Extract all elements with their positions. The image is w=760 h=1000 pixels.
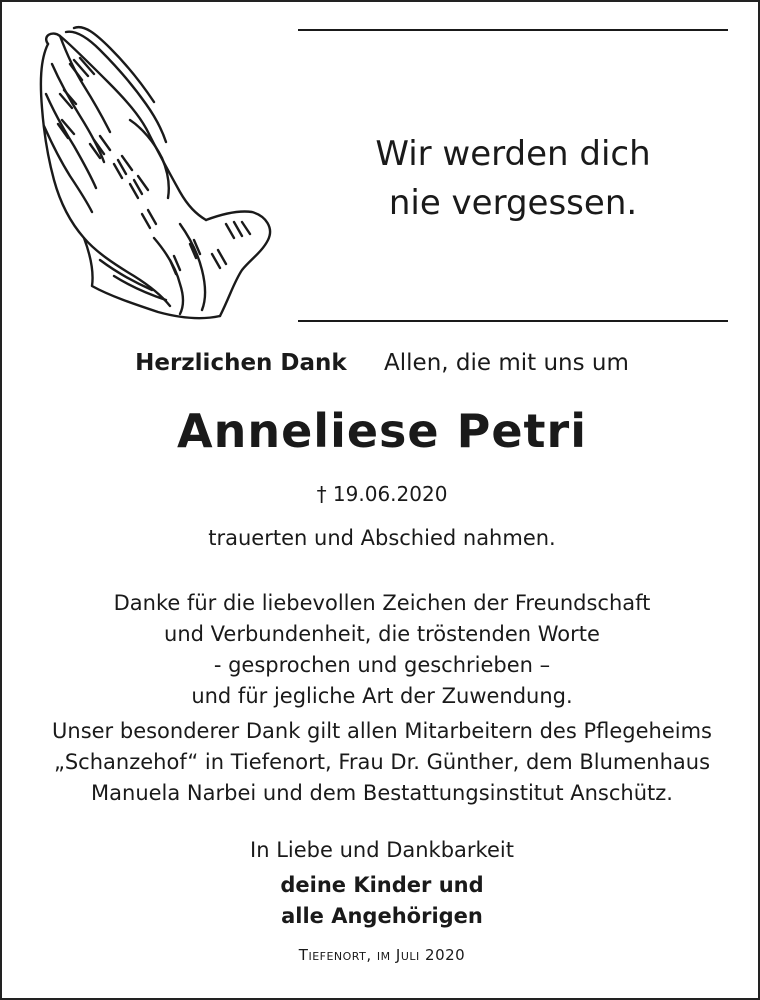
- special-thanks-paragraph: [2, 716, 760, 809]
- death-date: † 19.06.2020: [316, 482, 448, 506]
- mourning-line: trauerten und Abschied nahmen.: [208, 526, 556, 550]
- thanks-intro: Allen, die mit uns um: [384, 350, 629, 376]
- paragraph-line: Unser besonderer Dank gilt allen Mitarbeitern des Pflegeheims: [52, 719, 712, 743]
- motto-line-1: Wir werden dich: [375, 134, 651, 174]
- paragraph-line: Manuela Narbei und dem Bestattungsinstitut Anschütz.: [91, 781, 673, 805]
- signatories: [2, 870, 760, 932]
- signatory-line: alle Angehörigen: [281, 904, 483, 928]
- deceased-name: Anneliese Petri: [177, 404, 587, 458]
- paragraph-line: und Verbundenheit, die tröstenden Worte: [164, 622, 600, 646]
- signatory-line: deine Kinder und: [280, 873, 484, 897]
- paragraph-line: und für jegliche Art der Zuwendung.: [191, 684, 573, 708]
- paragraph-line: Danke für die liebevollen Zeichen der Freundschaft: [113, 591, 651, 615]
- closing-line: In Liebe und Dankbarkeit: [250, 838, 514, 862]
- paragraph-line: „Schanzehof“ in Tiefenort, Frau Dr. Günther, dem Blumenhaus: [53, 750, 711, 774]
- motto: [298, 130, 728, 228]
- bottom-divider: [298, 320, 728, 322]
- paragraph-line: - gesprochen und geschrieben –: [213, 653, 551, 677]
- top-divider: [298, 29, 728, 31]
- thanks-line: [2, 350, 760, 376]
- thanks-heading: Herzlichen Dank: [135, 350, 347, 376]
- motto-line-2: nie vergessen.: [388, 183, 638, 223]
- gratitude-paragraph: [2, 588, 760, 712]
- praying-hands-icon: [30, 24, 280, 324]
- place-and-date: Tiefenort, im Juli 2020: [298, 946, 466, 964]
